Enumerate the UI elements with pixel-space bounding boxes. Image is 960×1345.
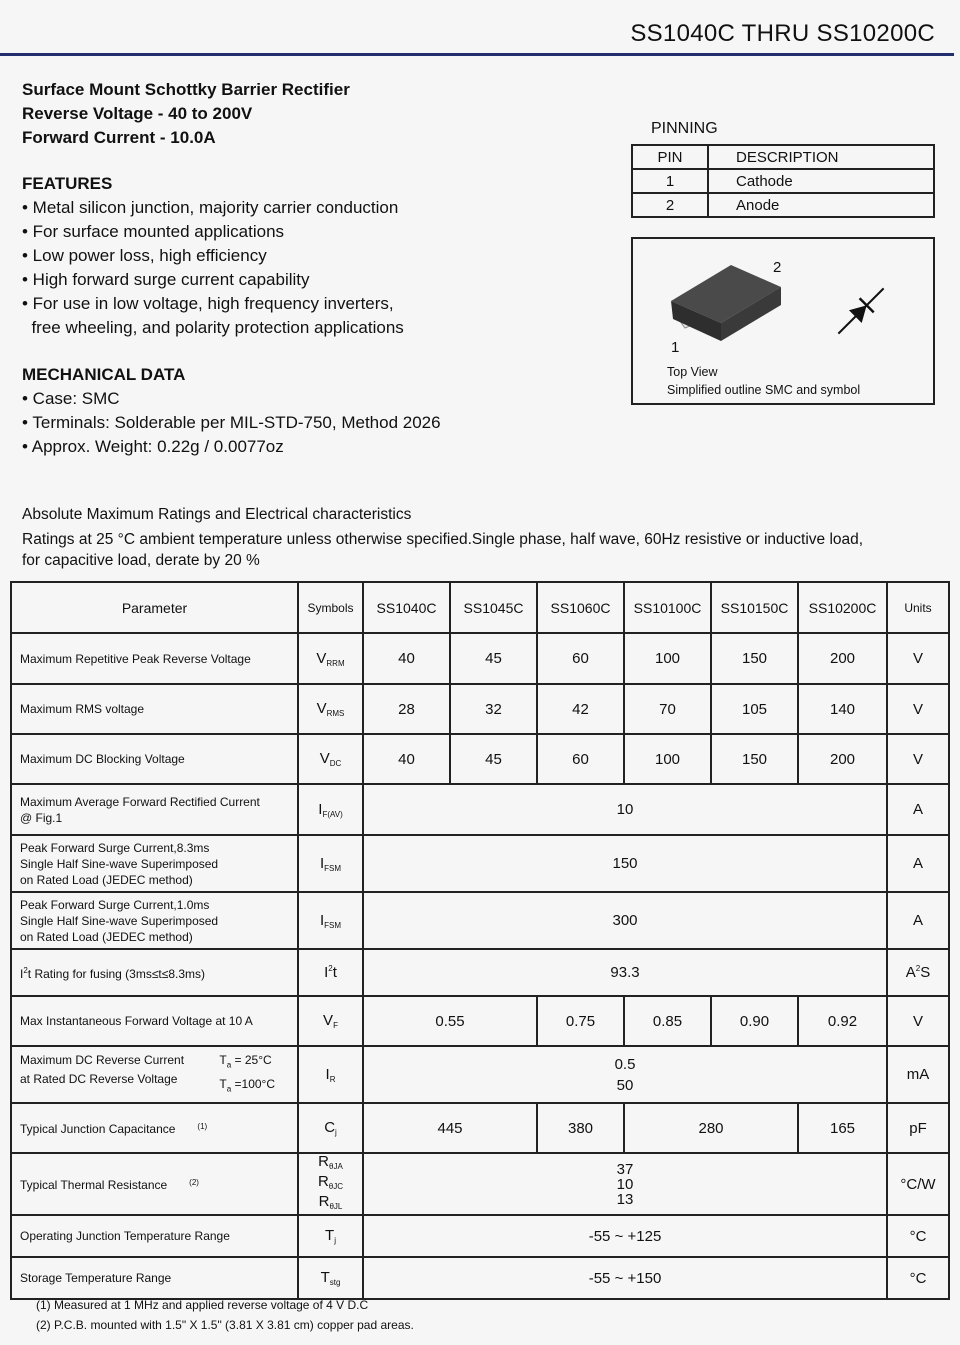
feature-item: • Low power loss, high efficiency	[22, 246, 267, 265]
param-i2t: $I^2t$ Rating for fusing (3ms≤t≤8.3ms)	[11, 949, 298, 996]
symbol-ifsm: $I_{FSM}$	[298, 835, 363, 892]
value-cell: 42	[537, 684, 624, 734]
mechanical-item: • Terminals: Solderable per MIL-STD-750, Method 2026	[22, 413, 441, 432]
header-parameter: Parameter	[11, 582, 298, 633]
feature-item: • For use in low voltage, high frequency inverters,	[22, 294, 394, 313]
value-cell: 0.75	[537, 996, 624, 1046]
header-part: SS1040C	[363, 582, 450, 633]
param-ir: Maximum DC Reverse Current at Rated DC Reverse Voltage $T_a = 25^\circ C$ $T_a =100^\circ C$	[11, 1046, 298, 1103]
unit-cell: °C	[887, 1215, 949, 1257]
feature-item: free wheeling, and polarity protection applications	[22, 318, 404, 337]
mechanical-item: • Case: SMC	[22, 389, 120, 408]
table-row	[11, 1153, 949, 1215]
mechanical-section	[22, 365, 441, 459]
param-vrms: Maximum RMS voltage	[11, 684, 298, 734]
ratings-table	[10, 581, 950, 1300]
features-section	[22, 174, 404, 340]
table-row	[11, 734, 949, 784]
table-row	[11, 684, 949, 734]
header-part: SS10100C	[624, 582, 711, 633]
intro-line-1: Surface Mount Schottky Barrier Rectifier	[22, 80, 350, 99]
pinning-table	[631, 144, 935, 218]
param-vf: Max Instantaneous Forward Voltage at 10 A	[11, 996, 298, 1046]
table-row	[11, 996, 949, 1046]
value-cell: 150	[363, 835, 887, 892]
unit-cell: mA	[887, 1046, 949, 1103]
symbol-vrrm: $V_{RRM}$	[298, 633, 363, 684]
value-cell: 28	[363, 684, 450, 734]
header-part: SS10200C	[798, 582, 887, 633]
symbol-ifav: $I_{F(AV)}$	[298, 784, 363, 835]
value-cell: 280	[624, 1103, 798, 1153]
value-cell: 40	[363, 633, 450, 684]
table-row	[11, 1257, 949, 1299]
param-ifsm-1ms: Peak Forward Surge Current,1.0ms Single Half Sine-wave Superimposed on Rated Load (JEDEC method)	[11, 892, 298, 949]
table-row	[11, 1103, 949, 1153]
param-cj: Typical Junction Capacitance $^{(1)}$	[11, 1103, 298, 1153]
unit-cell: °C	[887, 1257, 949, 1299]
unit-cell: °C/W	[887, 1153, 949, 1215]
package-label-1: 1	[671, 339, 680, 356]
param-ifav: Maximum Average Forward Rectified Current @ Fig.1	[11, 784, 298, 835]
param-tj: Operating Junction Temperature Range	[11, 1215, 298, 1257]
pin-number: 2	[632, 193, 708, 217]
value-cell: -55 ~ +125	[363, 1215, 887, 1257]
unit-cell: A	[887, 892, 949, 949]
value-cell: 60	[537, 633, 624, 684]
symbol-ir: $I_R$	[298, 1046, 363, 1103]
unit-cell: A	[887, 835, 949, 892]
value-cell: 32	[450, 684, 537, 734]
table-row	[11, 633, 949, 684]
unit-cell: pF	[887, 1103, 949, 1153]
pin-description: Anode	[708, 193, 934, 217]
symbol-cj: $C_j$	[298, 1103, 363, 1153]
ratings-title: Absolute Maximum Ratings and Electrical characteristics	[22, 506, 412, 523]
value-cell: 45	[450, 734, 537, 784]
unit-cell: V	[887, 734, 949, 784]
header-units: Units	[887, 582, 949, 633]
symbol-ifsm: $I_{FSM}$	[298, 892, 363, 949]
param-vdc: Maximum DC Blocking Voltage	[11, 734, 298, 784]
unit-cell: $A^2S$	[887, 949, 949, 996]
pinning-title: PINNING	[651, 120, 718, 137]
symbol-vf: $V_F$	[298, 996, 363, 1046]
value-cell: 300	[363, 892, 887, 949]
value-cell: 380	[537, 1103, 624, 1153]
header-part: SS1045C	[450, 582, 537, 633]
value-cell: 40	[363, 734, 450, 784]
value-cell: 0.55	[363, 996, 537, 1046]
pin-number: 1	[632, 169, 708, 193]
value-cell: 0.90	[711, 996, 798, 1046]
table-row	[11, 784, 949, 835]
footnote-2: (2) P.C.B. mounted with 1.5" X 1.5" (3.81 X 3.81 cm) copper pad areas.	[36, 1318, 414, 1332]
feature-item: • High forward surge current capability	[22, 270, 310, 289]
ratings-desc-line-2: for capacitive load, derate by 20 %	[22, 552, 260, 569]
symbol-vdc: $V_{DC}$	[298, 734, 363, 784]
symbol-rth: $R_{\theta JA}$ $R_{\theta JC}$ $R_{\theta JL}$	[298, 1153, 363, 1215]
value-cell: 0.92	[798, 996, 887, 1046]
symbol-vrms: $V_{RMS}$	[298, 684, 363, 734]
figure-caption-outline: Simplified outline SMC and symbol	[667, 383, 861, 397]
intro-line-2: Reverse Voltage - 40 to 200V	[22, 104, 253, 123]
header-symbols: Symbols	[298, 582, 363, 633]
unit-cell: V	[887, 684, 949, 734]
value-cell: 150	[711, 734, 798, 784]
table-row	[11, 892, 949, 949]
param-vrrm: Maximum Repetitive Peak Reverse Voltage	[11, 633, 298, 684]
table-row	[11, 949, 949, 996]
value-cell: 10	[363, 784, 887, 835]
value-cell: 200	[798, 633, 887, 684]
value-cell: 37 10 13	[363, 1153, 887, 1215]
header-rule	[0, 53, 954, 56]
param-rth: Typical Thermal Resistance $^{(2)}$	[11, 1153, 298, 1215]
table-row	[11, 1046, 949, 1103]
intro-line-3: Forward Current - 10.0A	[22, 128, 216, 147]
table-header-row	[11, 582, 949, 633]
value-cell: 60	[537, 734, 624, 784]
value-cell: 105	[711, 684, 798, 734]
value-cell: 165	[798, 1103, 887, 1153]
value-cell: 45	[450, 633, 537, 684]
symbol-i2t: $I^2t$	[298, 949, 363, 996]
intro-block	[22, 78, 350, 150]
symbol-tstg: $T_{stg}$	[298, 1257, 363, 1299]
value-cell: 0.85	[624, 996, 711, 1046]
part-range-title: SS1040C THRU SS10200C	[630, 20, 935, 47]
value-cell: 150	[711, 633, 798, 684]
unit-cell: A	[887, 784, 949, 835]
value-cell: 0.5 50	[363, 1046, 887, 1103]
value-cell: 200	[798, 734, 887, 784]
value-cell: 93.3	[363, 949, 887, 996]
package-label-2: 2	[773, 259, 782, 276]
value-cell: 100	[624, 734, 711, 784]
table-row	[11, 835, 949, 892]
value-cell: 140	[798, 684, 887, 734]
header-part: SS10150C	[711, 582, 798, 633]
pin-col-header: PIN	[632, 145, 708, 169]
feature-item: • Metal silicon junction, majority carrier conduction	[22, 198, 399, 217]
unit-cell: V	[887, 996, 949, 1046]
features-title: FEATURES	[22, 174, 113, 193]
symbol-tj: $T_j$	[298, 1215, 363, 1257]
param-tstg: Storage Temperature Range	[11, 1257, 298, 1299]
figure-caption-view: Top View	[667, 365, 718, 379]
value-cell: 445	[363, 1103, 537, 1153]
table-row	[11, 1215, 949, 1257]
package-figure	[631, 237, 935, 405]
feature-item: • For surface mounted applications	[22, 222, 285, 241]
value-cell: 70	[624, 684, 711, 734]
mechanical-item: • Approx. Weight: 0.22g / 0.0077oz	[22, 437, 284, 456]
pin-description: Cathode	[708, 169, 934, 193]
footnote-1: (1) Measured at 1 MHz and applied reverse voltage of 4 V D.C	[36, 1298, 369, 1312]
value-cell: 100	[624, 633, 711, 684]
unit-cell: V	[887, 633, 949, 684]
desc-col-header: DESCRIPTION	[708, 145, 934, 169]
ratings-desc-line-1: Ratings at 25 °C ambient temperature unless otherwise specified.Single phase, half wave, 60Hz resistive or inductive load,	[22, 531, 864, 548]
param-ifsm-8ms: Peak Forward Surge Current,8.3ms Single Half Sine-wave Superimposed on Rated Load (JEDEC method)	[11, 835, 298, 892]
header-part: SS1060C	[537, 582, 624, 633]
mechanical-title: MECHANICAL DATA	[22, 365, 186, 384]
value-cell: -55 ~ +150	[363, 1257, 887, 1299]
